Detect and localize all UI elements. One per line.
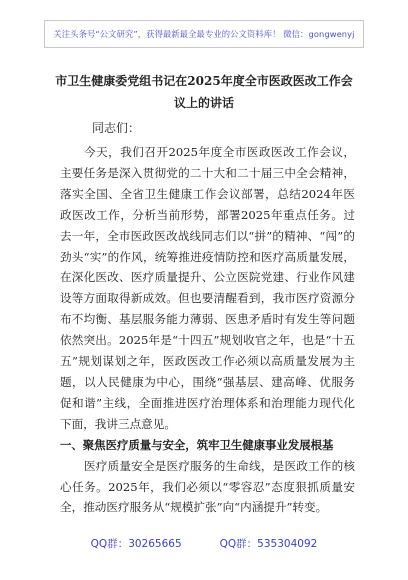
section-paragraph: 医疗质量安全是医疗服务的生命线，是医政工作的核心任务。2025年，我们必须以“零容忍”态度狠抓质量安全，推动医疗服务从“规模扩张”向“内涵提升”转变。 — [60, 458, 355, 515]
salutation: 同志们： — [92, 121, 141, 135]
document-body — [60, 142, 355, 518]
document-title: 市卫生健康委党组书记在2025年度全市医政医改工作会议上的讲话 — [55, 74, 353, 110]
promo-banner: 关注头条号“公文研究”，获得最新最全最专业的公文资料库！ 微信：gongwenyj — [44, 20, 364, 48]
intro-paragraph: 今天，我们召开2025年度全市医政医改工作会议，主要任务是深入贯彻党的二十大和二十届三中全会精神，落实全国、全省卫生健康工作会议部署，总结2024年医政医改工作，分析当前形势，部署2025年重点任务。过去一年，全市医政医改战线同志们以“拼”的精神、“闯”的劲头“实”的作风，统筹推进疫情防控和医疗高质量发展，在深化医改、医疗质量提升、公立医院党建、行业作风建设等方面取得新成效。但也要清醒看到，我市医疗资源分布不均衡、基层服务能力薄弱、医患矛盾时有发生等问题依然突出。2025年是“十四五”规划收官之年，也是“十五五”规划谋划之年，医政医改工作必须以高质量发展为主题，以人民健康为中心，围绕“强基层、建高峰、优服务促和谐”主线，全面推进医疗治理体系和治理能力现代化下面，我讲三点意见。 — [60, 145, 355, 431]
footer-qq-group-1: QQ群：30265665 — [90, 538, 182, 550]
section-heading: 一、聚焦医疗质量与安全，筑牢卫生健康事业发展根基 — [60, 437, 334, 452]
footer — [0, 536, 408, 551]
footer-qq-group-2: QQ群：535304092 — [219, 538, 318, 550]
